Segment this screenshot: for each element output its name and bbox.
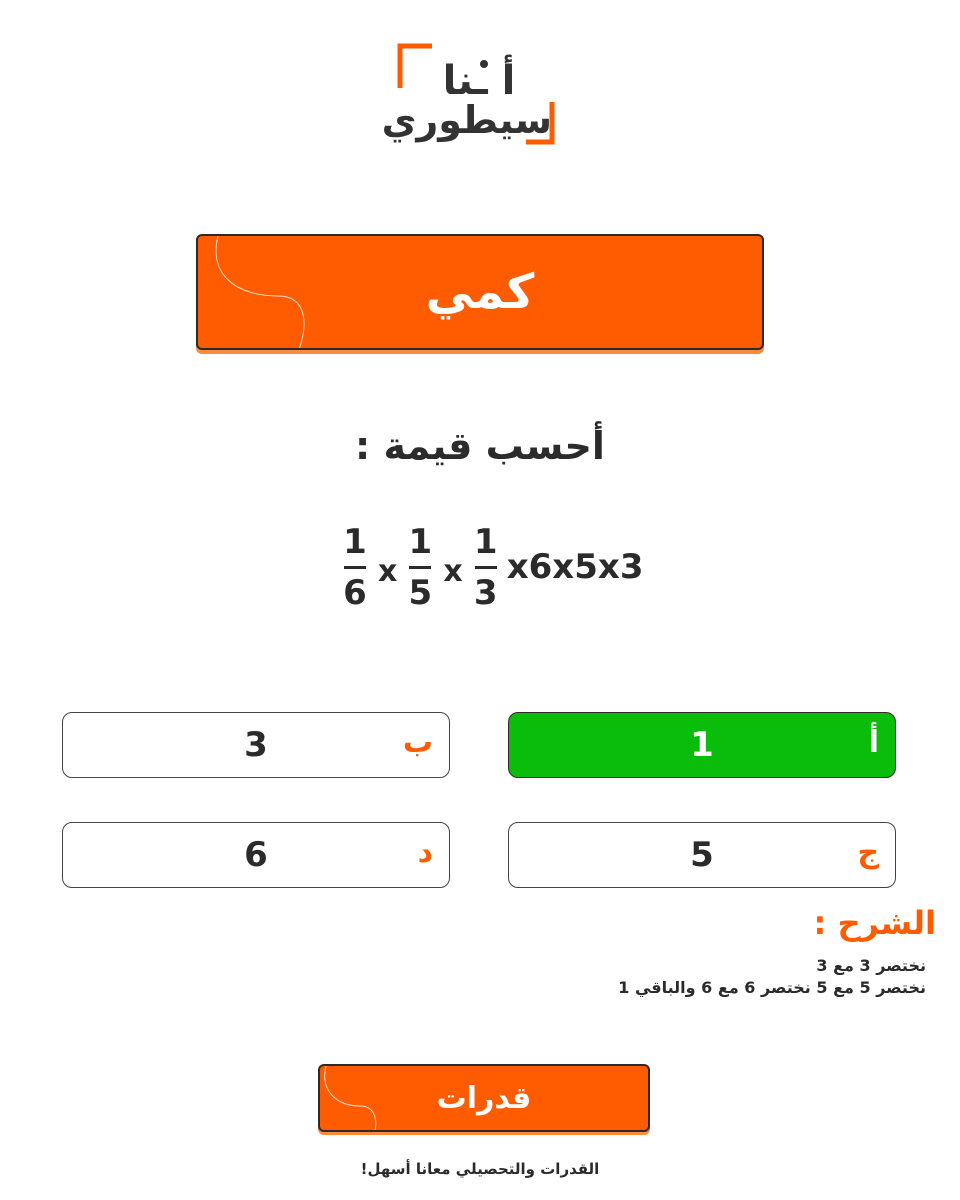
explanation-line: نختصر 5 مع 5 نختصر 6 مع 6 والباقي 1 (618, 978, 926, 997)
category-banner (196, 234, 764, 350)
expression-tail: x6x5x3 (506, 547, 644, 587)
fraction-3 (469, 522, 503, 613)
answer-option-a[interactable] (508, 712, 896, 778)
fraction-numerator: 1 (473, 521, 498, 562)
button-label: قدرات (436, 1080, 532, 1116)
footer-tagline: القدرات والتحصيلي معانا أسهل! (360, 1160, 600, 1178)
option-value: 3 (244, 725, 268, 765)
question-prompt: أحسب قيمة : (355, 424, 605, 468)
qudrat-button[interactable] (318, 1064, 650, 1132)
fraction-2 (403, 522, 437, 613)
fraction-denominator: 3 (473, 572, 498, 613)
explanation-title: الشرح : (813, 904, 936, 942)
fraction-bar (344, 566, 366, 569)
explanation-line: نختصر 3 مع 3 (816, 956, 926, 975)
option-letter: د (417, 835, 433, 870)
answer-option-c[interactable] (508, 822, 896, 888)
fraction-denominator: 6 (343, 572, 367, 613)
option-letter: أ (868, 725, 879, 760)
logo-text-top: أ ـنا (442, 58, 516, 104)
fraction-1 (338, 522, 372, 613)
answer-option-d[interactable] (62, 822, 450, 888)
fraction-numerator: 1 (343, 521, 367, 562)
times-operator: x (378, 553, 398, 589)
option-letter: ب (402, 725, 433, 760)
option-letter: ج (857, 835, 879, 870)
option-value: 1 (690, 725, 714, 765)
option-value: 6 (244, 835, 268, 875)
answer-option-b[interactable] (62, 712, 450, 778)
logo-text-bottom: سيطوري (381, 98, 552, 142)
brand-logo (381, 42, 562, 146)
fraction-bar (475, 566, 497, 569)
banner-title: كمي (425, 264, 535, 320)
fraction-bar (409, 566, 431, 569)
fraction-numerator: 1 (408, 521, 433, 562)
option-value: 5 (690, 835, 714, 875)
times-operator: x (443, 553, 463, 589)
math-expression (338, 512, 643, 622)
fraction-denominator: 5 (408, 572, 433, 613)
